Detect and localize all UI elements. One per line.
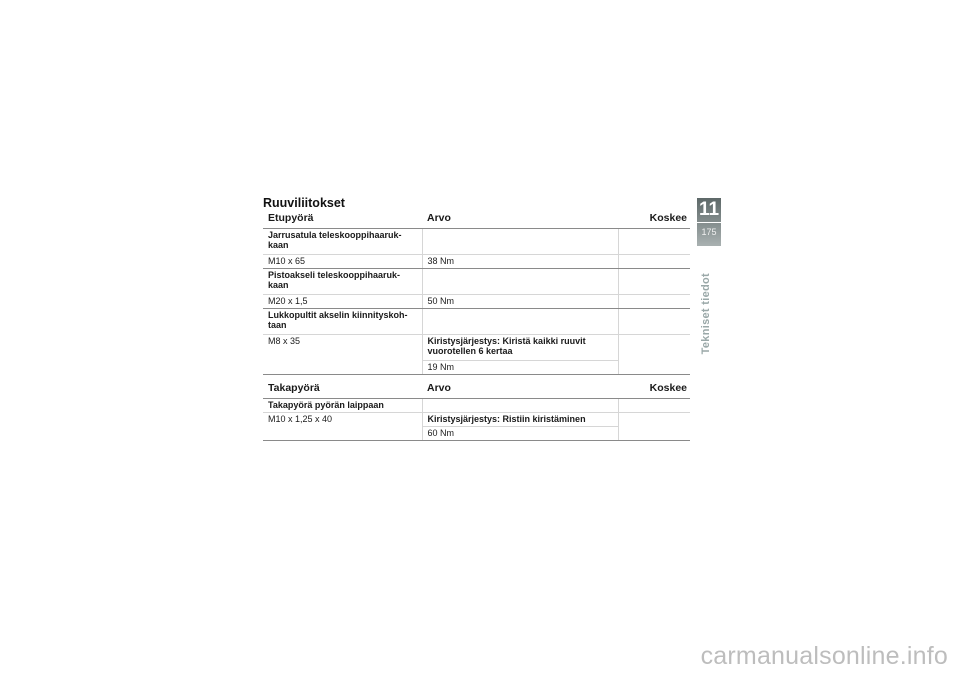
tightening-instruction: Kiristysjärjestys: Kiristä kaikki ruuvit vuorotellen 6 kertaa xyxy=(422,335,618,361)
column-header-value: Arvo xyxy=(422,378,618,399)
bolt-size: M20 x 1,5 xyxy=(263,295,422,309)
table-row xyxy=(263,255,690,269)
torque-value: 38 Nm xyxy=(422,255,618,269)
component-label: Pistoakseli teleskooppihaaruk- kaan xyxy=(263,269,422,295)
page-number: 175 xyxy=(701,227,717,237)
column-header-value: Arvo xyxy=(422,208,618,229)
tightening-instruction: Kiristysjärjestys: Ristiin kiristäminen xyxy=(422,413,618,427)
rear-wheel-table xyxy=(263,378,690,441)
component-label: Jarrusatula teleskooppihaaruk- kaan xyxy=(263,229,422,255)
table-row xyxy=(263,413,690,427)
chapter-label: Tekniset tiedot xyxy=(700,273,712,355)
table-row xyxy=(263,295,690,309)
table-row xyxy=(263,335,690,361)
table-row xyxy=(263,229,690,255)
table-row xyxy=(263,399,690,413)
bolt-size: M10 x 65 xyxy=(263,255,422,269)
bolt-size: M8 x 35 xyxy=(263,335,422,375)
column-header-front-wheel: Etupyörä xyxy=(263,208,422,229)
section-title: Ruuviliitokset xyxy=(263,196,345,210)
torque-value: 60 Nm xyxy=(422,427,618,441)
bolt-size: M10 x 1,25 x 40 xyxy=(263,413,422,441)
watermark: carmanualsonline.info xyxy=(700,642,948,670)
chapter-number: 11 xyxy=(697,198,721,223)
table-header-row xyxy=(263,208,690,229)
table-row xyxy=(263,269,690,295)
table-row xyxy=(263,309,690,335)
table-header-row xyxy=(263,378,690,399)
column-header-applies: Koskee xyxy=(618,378,690,399)
column-header-rear-wheel: Takapyörä xyxy=(263,378,422,399)
component-label: Lukkopultit akselin kiinnityskoh- taan xyxy=(263,309,422,335)
front-wheel-table xyxy=(263,208,690,375)
column-header-applies: Koskee xyxy=(618,208,690,229)
component-label: Takapyörä pyörän laippaan xyxy=(263,399,422,413)
torque-value: 19 Nm xyxy=(422,361,618,375)
chapter-tab xyxy=(697,198,721,246)
torque-value: 50 Nm xyxy=(422,295,618,309)
